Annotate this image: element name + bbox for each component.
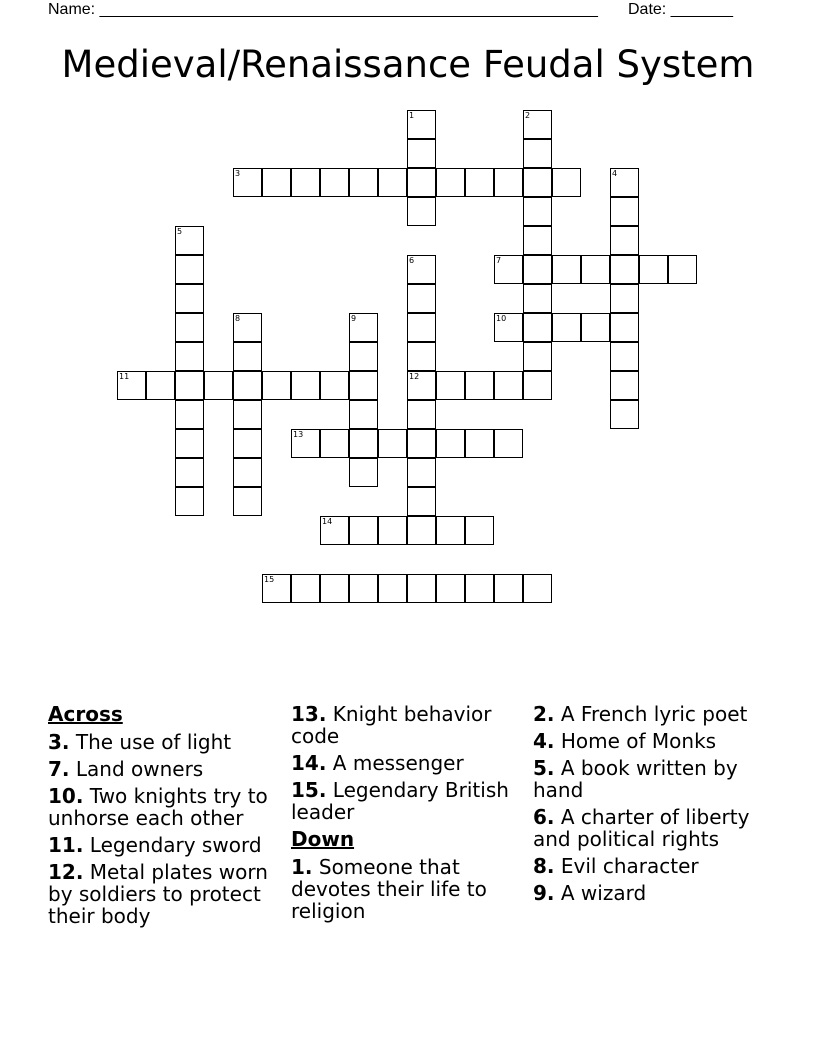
clue-text: Metal plates worn by soldiers to protect their body — [48, 860, 268, 928]
clue-number: 13. — [291, 702, 327, 726]
grid-cell[interactable] — [523, 255, 552, 284]
cell-number: 8 — [235, 314, 241, 323]
grid-cell[interactable] — [523, 574, 552, 603]
grid-cell[interactable] — [407, 487, 436, 516]
grid-cell[interactable] — [465, 371, 494, 400]
clue-number: 6. — [533, 805, 555, 829]
grid-cell[interactable] — [378, 574, 407, 603]
grid-cell[interactable] — [523, 313, 552, 342]
cell-number: 3 — [235, 169, 241, 178]
grid-cell[interactable] — [523, 284, 552, 313]
grid-cell[interactable] — [639, 255, 668, 284]
grid-cell[interactable] — [349, 516, 378, 545]
grid-cell[interactable] — [465, 574, 494, 603]
grid-cell[interactable] — [233, 429, 262, 458]
grid-cell[interactable] — [233, 487, 262, 516]
clue-across-11 — [48, 834, 284, 856]
grid-cell[interactable] — [175, 371, 204, 400]
grid-cell[interactable] — [349, 168, 378, 197]
clue-text: Someone that devotes their life to religion — [291, 855, 487, 923]
grid-cell[interactable] — [494, 574, 523, 603]
grid-cell[interactable] — [610, 226, 639, 255]
cell-number: 11 — [119, 372, 130, 381]
clue-number: 10. — [48, 784, 84, 808]
date-field-label[interactable]: Date: _______ — [628, 1, 733, 18]
grid-cell[interactable] — [262, 168, 291, 197]
clue-across-13 — [291, 703, 516, 747]
cell-number: 7 — [496, 256, 502, 265]
grid-cell[interactable] — [407, 313, 436, 342]
grid-cell[interactable] — [407, 516, 436, 545]
cell-number: 4 — [612, 169, 618, 178]
grid-cell[interactable] — [175, 400, 204, 429]
across-heading: Across — [48, 702, 123, 726]
grid-cell[interactable] — [320, 429, 349, 458]
grid-cell[interactable] — [552, 255, 581, 284]
grid-cell[interactable] — [436, 429, 465, 458]
clue-number: 9. — [533, 881, 555, 905]
grid-cell[interactable] — [349, 371, 378, 400]
clue-number: 8. — [533, 854, 555, 878]
grid-cell[interactable] — [320, 574, 349, 603]
grid-cell[interactable] — [233, 342, 262, 371]
cell-number: 13 — [293, 430, 304, 439]
clue-number: 14. — [291, 751, 327, 775]
cell-number: 9 — [351, 314, 357, 323]
clue-down-6 — [533, 806, 758, 850]
grid-cell[interactable] — [436, 574, 465, 603]
clue-across-14 — [291, 752, 516, 774]
grid-cell[interactable] — [175, 458, 204, 487]
grid-cell[interactable] — [610, 313, 639, 342]
grid-cell[interactable] — [552, 168, 581, 197]
grid-cell[interactable] — [668, 255, 697, 284]
clue-text: Legendary British leader — [291, 778, 509, 824]
clue-down-2 — [533, 703, 758, 725]
clue-number: 5. — [533, 756, 555, 780]
grid-cell[interactable] — [349, 342, 378, 371]
clue-text: A messenger — [332, 751, 464, 775]
grid-cell[interactable] — [378, 429, 407, 458]
grid-cell[interactable] — [465, 429, 494, 458]
grid-cell[interactable] — [552, 313, 581, 342]
clue-number: 7. — [48, 757, 70, 781]
clue-text: Two knights try to unhorse each other — [48, 784, 268, 830]
grid-cell[interactable] — [262, 371, 291, 400]
down-heading: Down — [291, 827, 355, 851]
grid-cell[interactable] — [291, 574, 320, 603]
clue-down-4 — [533, 730, 758, 752]
clue-number: 1. — [291, 855, 313, 879]
grid-cell[interactable] — [407, 168, 436, 197]
grid-cell[interactable] — [523, 168, 552, 197]
grid-cell[interactable] — [349, 429, 378, 458]
clue-across-10 — [48, 785, 284, 829]
grid-cell[interactable] — [378, 168, 407, 197]
grid-cell[interactable] — [523, 371, 552, 400]
name-field-label[interactable]: Name: ________________________________________________________ — [48, 1, 598, 18]
clue-number: 11. — [48, 833, 84, 857]
clue-column-2 — [291, 703, 516, 927]
grid-cell[interactable] — [378, 516, 407, 545]
clue-down-8 — [533, 855, 758, 877]
grid-cell[interactable] — [349, 574, 378, 603]
clue-down-9 — [533, 882, 758, 904]
grid-cell[interactable] — [204, 371, 233, 400]
clue-text: A book written by hand — [533, 756, 738, 802]
grid-cell[interactable] — [494, 168, 523, 197]
grid-cell[interactable] — [610, 400, 639, 429]
grid-cell[interactable] — [465, 168, 494, 197]
grid-cell[interactable] — [233, 400, 262, 429]
grid-cell[interactable] — [407, 139, 436, 168]
clue-text: Knight behavior code — [291, 702, 492, 748]
clue-text: Home of Monks — [560, 729, 717, 753]
clue-across-7 — [48, 758, 284, 780]
clue-text: Land owners — [75, 757, 204, 781]
cell-number: 14 — [322, 517, 333, 526]
cell-number: 2 — [525, 111, 531, 120]
grid-cell[interactable] — [291, 371, 320, 400]
grid-cell[interactable] — [349, 400, 378, 429]
grid-cell[interactable] — [581, 255, 610, 284]
grid-cell[interactable] — [233, 458, 262, 487]
clue-text: Evil character — [560, 854, 699, 878]
cell-number: 1 — [409, 111, 415, 120]
grid-cell[interactable] — [320, 371, 349, 400]
cell-number: 5 — [177, 227, 183, 236]
grid-cell[interactable] — [175, 255, 204, 284]
grid-cell[interactable] — [233, 371, 262, 400]
cell-number: 10 — [496, 314, 507, 323]
grid-cell[interactable] — [581, 313, 610, 342]
grid-cell[interactable] — [175, 342, 204, 371]
grid-cell[interactable] — [610, 371, 639, 400]
clue-text: Legendary sword — [89, 833, 262, 857]
grid-cell[interactable] — [494, 371, 523, 400]
clue-down-1 — [291, 856, 516, 922]
grid-cell[interactable] — [523, 139, 552, 168]
grid-cell[interactable] — [349, 458, 378, 487]
clue-number: 12. — [48, 860, 84, 884]
grid-cell[interactable] — [494, 429, 523, 458]
cell-number: 6 — [409, 256, 415, 265]
clue-across-12 — [48, 861, 284, 927]
clue-column-1 — [48, 703, 284, 932]
grid-cell[interactable] — [407, 429, 436, 458]
clue-text: A French lyric poet — [560, 702, 748, 726]
grid-cell[interactable] — [610, 255, 639, 284]
clue-across-15 — [291, 779, 516, 823]
grid-cell[interactable] — [523, 342, 552, 371]
grid-cell[interactable] — [146, 371, 175, 400]
clue-column-3 — [533, 703, 758, 909]
grid-cell[interactable] — [175, 284, 204, 313]
clue-number: 15. — [291, 778, 327, 802]
grid-cell[interactable] — [291, 168, 320, 197]
grid-cell[interactable] — [407, 400, 436, 429]
grid-cell[interactable] — [407, 197, 436, 226]
grid-cell[interactable] — [175, 429, 204, 458]
grid-cell[interactable] — [175, 487, 204, 516]
clue-text: The use of light — [75, 730, 232, 754]
grid-cell[interactable] — [523, 197, 552, 226]
grid-cell[interactable] — [436, 371, 465, 400]
grid-cell[interactable] — [436, 516, 465, 545]
grid-cell[interactable] — [436, 168, 465, 197]
clue-across-3 — [48, 731, 284, 753]
grid-cell[interactable] — [175, 313, 204, 342]
cell-number: 12 — [409, 372, 420, 381]
grid-cell[interactable] — [407, 342, 436, 371]
grid-cell[interactable] — [407, 284, 436, 313]
clue-down-5 — [533, 757, 758, 801]
clue-number: 2. — [533, 702, 555, 726]
grid-cell[interactable] — [320, 168, 349, 197]
clue-number: 4. — [533, 729, 555, 753]
grid-cell[interactable] — [610, 284, 639, 313]
grid-cell[interactable] — [407, 458, 436, 487]
grid-cell[interactable] — [523, 226, 552, 255]
grid-cell[interactable] — [610, 342, 639, 371]
clue-text: A wizard — [560, 881, 647, 905]
page-title: Medieval/Renaissance Feudal System — [61, 43, 755, 86]
grid-cell[interactable] — [407, 574, 436, 603]
clue-text: A charter of liberty and political rights — [533, 805, 750, 851]
clue-number: 3. — [48, 730, 70, 754]
grid-cell[interactable] — [465, 516, 494, 545]
grid-cell[interactable] — [610, 197, 639, 226]
cell-number: 15 — [264, 575, 275, 584]
